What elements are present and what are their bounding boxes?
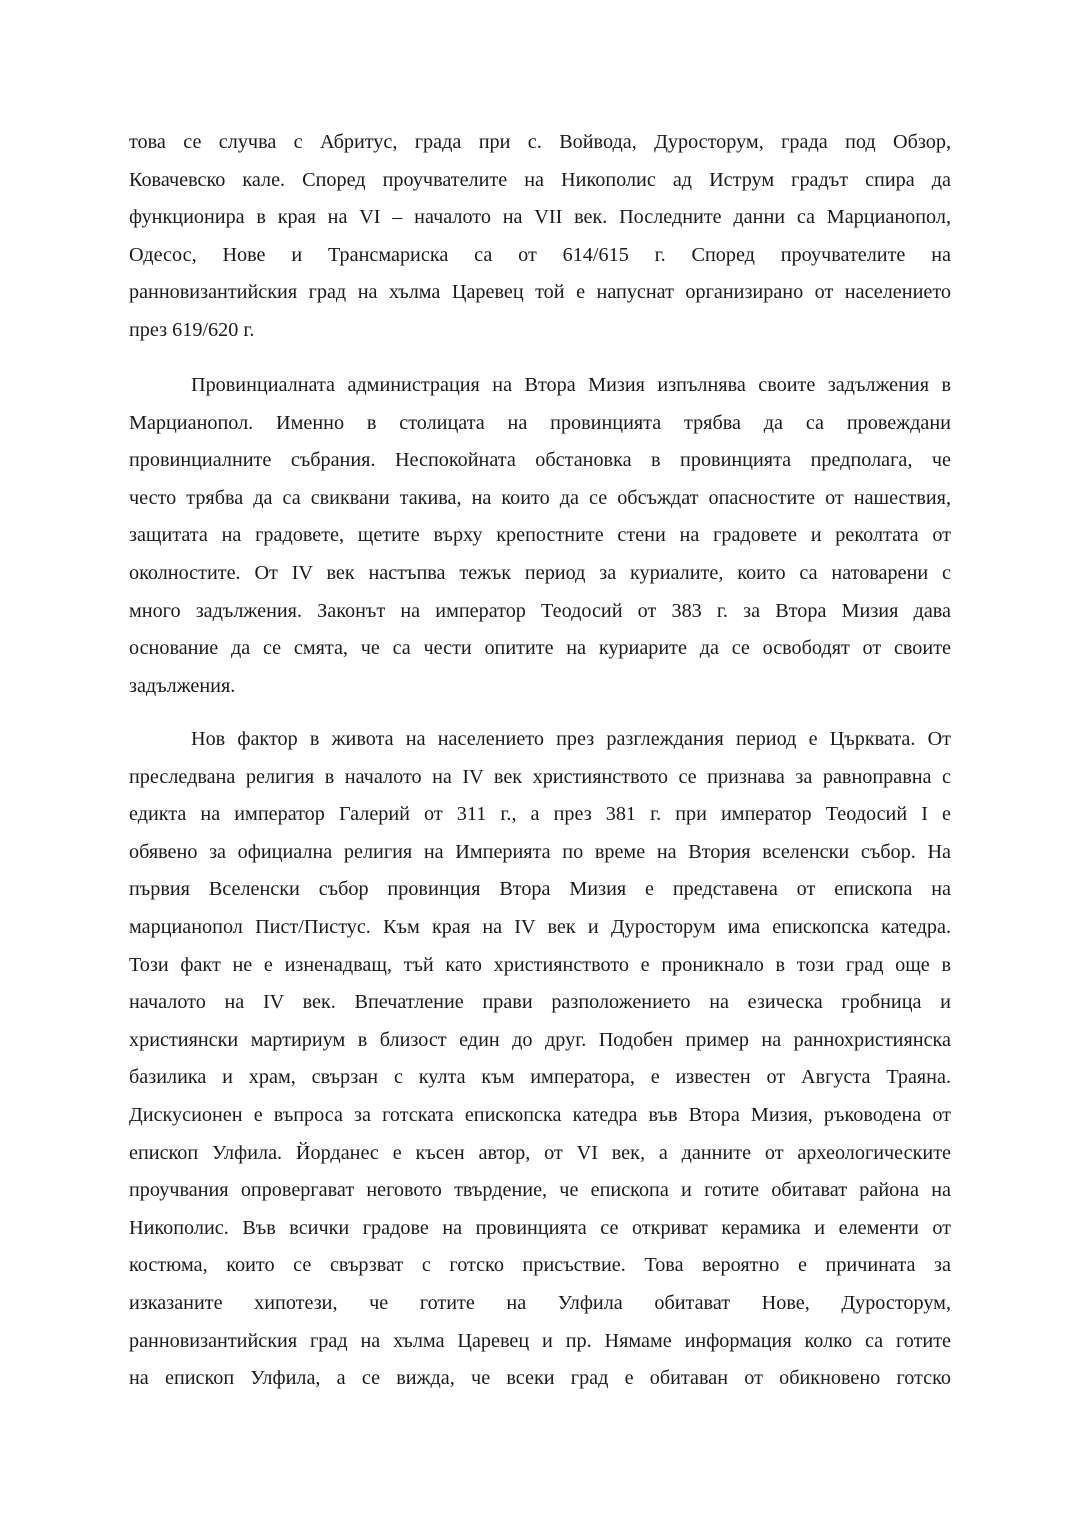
text-line: провинциалните събрания. Неспокойната обстановка в провинцията предполага, че	[129, 449, 951, 472]
text-line: често трябва да са свиквани такива, на които да се обсъждат опасностите от нашествия,	[129, 486, 951, 509]
text-line: началото на IV век. Впечатление прави разположението на езическа гробница и	[129, 991, 951, 1014]
paragraph-3	[129, 721, 951, 1398]
text-line: преследвана религия в началото на IV век християнството се признава за равноправна с	[129, 765, 951, 788]
text-line: на епископ Улфила, а се вижда, че всеки град е обитаван от обикновено готско	[129, 1367, 951, 1390]
text-line: изказаните хипотези, че готите на Улфила обитават Нове, Дуросторум,	[129, 1291, 951, 1314]
text-line: през 619/620 г.	[129, 318, 255, 341]
text-line: Нов фактор в живота на населението през разглеждания период е Църквата. От	[191, 728, 951, 750]
text-line: функционира в края на VI – началото на VII век. Последните данни са Марцианопол,	[129, 206, 951, 229]
text-line: ранновизантийския град на хълма Царевец той е напуснат организирано от населението	[129, 281, 951, 304]
text-line: Ковачевско кале. Според проучвателите на Никополис ад Иструм градът спира да	[129, 168, 951, 191]
text-line: ранновизантийския град на хълма Царевец и пр. Нямаме информация колко са готите	[129, 1329, 951, 1352]
text-line: базилика и храм, свързан с култа към императора, е известен от Августа Траяна.	[129, 1066, 951, 1089]
text-line: марцианопол Пист/Пистус. Към края на IV век и Дуросторум има епископска катедра.	[129, 915, 951, 938]
text-line: епископ Улфила. Йорданес е късен автор, от VI век, а данните от археологическите	[129, 1141, 951, 1164]
text-line: костюма, които се свързват с готско присъствие. Това вероятно е причината за	[129, 1254, 951, 1277]
text-line: Марцианопол. Именно в столицата на провинцията трябва да са провеждани	[129, 411, 951, 434]
text-line: едикта на император Галерий от 311 г., а през 381 г. при император Теодосий I е	[129, 803, 951, 826]
text-line: обявено за официална религия на Империята по време на Втория вселенски събор. На	[129, 840, 951, 863]
text-line: основание да се смята, че са чести опитите на куриарите да се освободят от своите	[129, 637, 951, 660]
text-line: християнски мартириум в близост един до друг. Подобен пример на раннохристиянска	[129, 1028, 951, 1051]
paragraph-2	[129, 367, 951, 705]
text-line: Дискусионен е въпроса за готската епископска катедра във Втора Мизия, ръководена от	[129, 1103, 951, 1126]
text-line: Провинциалната администрация на Втора Мизия изпълнява своите задължения в	[191, 374, 951, 396]
text-line: защитата на градовете, щетите върху крепостните стени на градовете и реколтата от	[129, 524, 951, 547]
text-line: Никополис. Във всички градове на провинцията се откриват керамика и елементи от	[129, 1216, 951, 1239]
paragraph-1	[129, 124, 951, 350]
text-line: околностите. От IV век настъпва тежък период за куриалите, които са натоварени с	[129, 561, 951, 584]
text-line: първия Вселенски събор провинция Втора Мизия е представена от епископа на	[129, 878, 951, 901]
text-line: задължения.	[129, 674, 236, 697]
text-line: много задължения. Законът на император Теодосий от 383 г. за Втора Мизия дава	[129, 599, 951, 622]
text-line: това се случва с Абритус, града при с. Войвода, Дуросторум, града под Обзор,	[129, 131, 951, 153]
text-line: проучвания опровергават неговото твърдение, че епископа и готите обитават района на	[129, 1179, 951, 1202]
text-line: Този факт не е изненадващ, тъй като християнството е проникнало в този град още в	[129, 953, 951, 976]
text-line: Одесос, Нове и Трансмариска са от 614/615 г. Според проучвателите на	[129, 243, 951, 266]
